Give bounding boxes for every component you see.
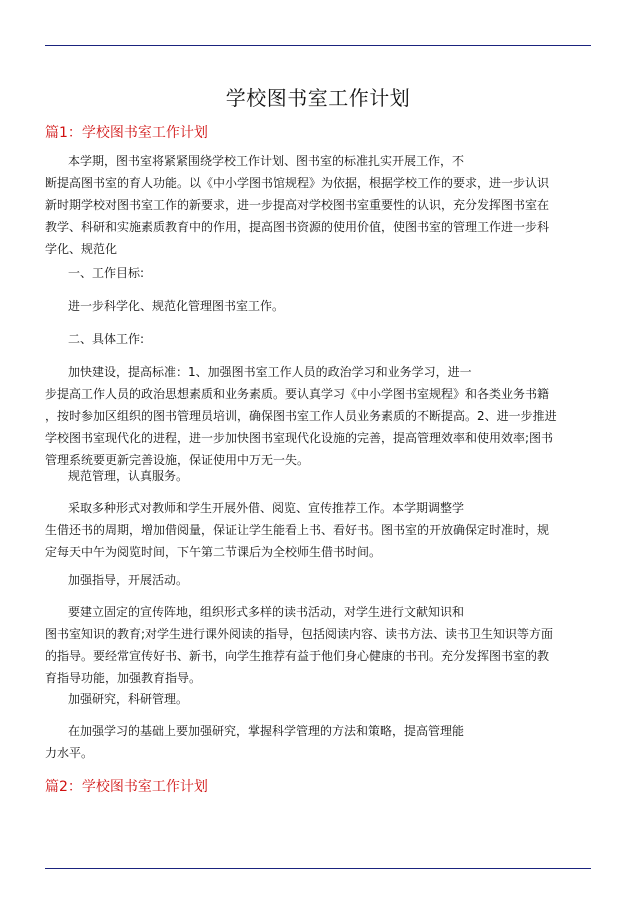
text-line: 在加强学习的基础上要加强研究，掌握科学管理的方法和策略，提高管理能 [68,724,465,738]
paragraph-research [45,720,591,764]
header-rule [45,45,591,46]
text-line: 管理系统要更新完善设施，保证使用中万无一失。 [45,453,310,467]
section-heading-2: 篇2：学校图书室工作计划 [45,779,208,795]
text-line: 学化、规范化 [45,242,118,256]
paragraph-guidance [45,601,591,689]
text-line: 进一步科学化、规范化管理图书室工作。 [68,299,285,313]
text-line: 采取多种形式对教师和学生开展外借、阅览、宣传推荐工作。本学期调整学 [68,501,465,515]
text-line: 定每天中午为阅览时间，下午第二节课后为全校师生借书时间。 [45,545,382,559]
paragraph-intro [45,150,591,260]
section-heading-1: 篇1：学校图书室工作计划 [45,125,208,141]
paragraph-construction [45,361,591,471]
text-line: 二、具体工作: [68,332,145,346]
text-line: 本学期，图书室将紧紧围绕学校工作计划、图书室的标准扎实开展工作，不 [68,154,465,168]
text-line: 教学、科研和实施素质教育中的作用，提高图书资源的使用价值，使图书室的管理工作进一步科 [45,220,550,234]
paragraph-service-heading [45,465,591,487]
page-title: 学校图书室工作计划 [225,86,411,110]
text-line: ，按时参加区组织的图书管理员培训，确保图书室工作人员业务素质的不断提高。2、进一步推进 [45,409,557,423]
text-line: 加快建设，提高标准：1、加强图书室工作人员的政治学习和业务学习，进一 [68,365,472,379]
text-line: 的指导。要经常宣传好书、新书，向学生推荐有益于他们身心健康的书刊。充分发挥图书室的教 [45,649,550,663]
paragraph-research-heading [45,688,591,710]
text-line: 一、工作目标: [68,266,145,280]
text-line: 生借还书的周期，增加借阅量，保证让学生能看上书、看好书。图书室的开放确保定时准时，规 [45,523,550,537]
footer-rule [45,868,591,869]
text-line: 加强研究，科研管理。 [68,692,189,706]
paragraph-goal-heading [45,262,591,284]
paragraph-guidance-heading [45,569,591,591]
paragraph-tasks-heading [45,328,591,350]
text-line: 学校图书室现代化的进程，进一步加快图书室现代化设施的完善，提高管理效率和使用效率;图书 [45,431,554,445]
text-line: 要建立固定的宣传阵地，组织形式多样的读书活动，对学生进行文献知识和 [68,605,465,619]
text-line: 育指导功能，加强教育指导。 [45,671,202,685]
text-line: 新时期学校对图书室工作的新要求，进一步提高对学校图书室重要性的认识，充分发挥图书室在 [45,198,550,212]
text-line: 力水平。 [45,746,94,760]
paragraph-service [45,497,591,563]
text-line: 断提高图书室的育人功能。以《中小学图书馆规程》为依据，根据学校工作的要求，进一步认识 [45,176,550,190]
text-line: 图书室知识的教育;对学生进行课外阅读的指导，包括阅读内容、读书方法、读书卫生知识等方面 [45,627,554,641]
text-line: 步提高工作人员的政治思想素质和业务素质。要认真学习《中小学图书室规程》和各类业务书籍 [45,387,550,401]
text-line: 加强指导，开展活动。 [68,573,189,587]
paragraph-goal [45,295,591,317]
text-line: 规范管理，认真服务。 [68,469,189,483]
